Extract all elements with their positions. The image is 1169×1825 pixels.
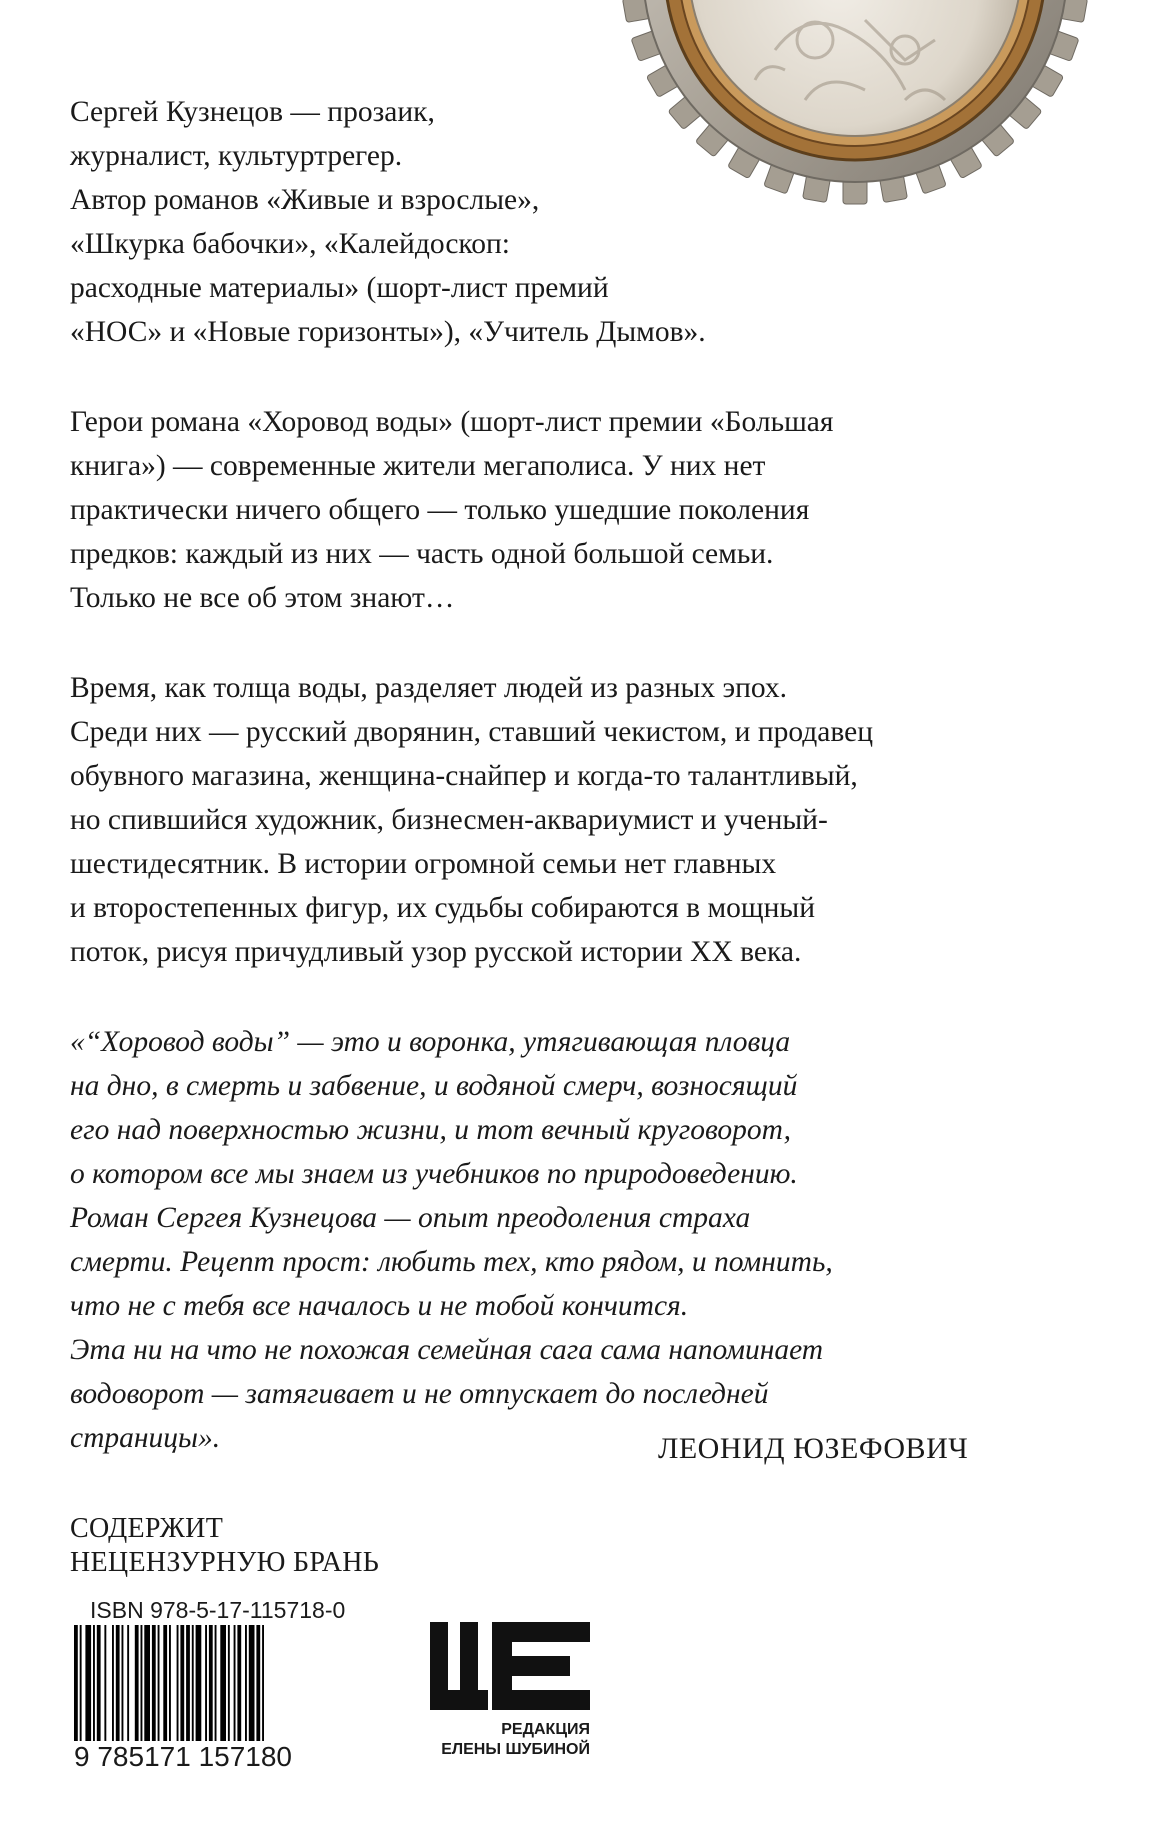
barcode-bar <box>249 1625 255 1743</box>
text-line: обувного магазина, женщина-снайпер и когда-то талантливый, <box>70 760 858 792</box>
review-quote <box>70 1020 1070 1460</box>
barcode-bar <box>104 1625 106 1743</box>
text-line: шестидесятник. В истории огромной семьи нет главных <box>70 848 777 880</box>
text-line: журналист, культуртрегер. <box>70 140 403 172</box>
barcode-bar <box>93 1625 95 1743</box>
barcode-bar <box>245 1625 247 1743</box>
text-line: предков: каждый из них — часть одной большой семьи. <box>70 538 774 570</box>
barcode-bar <box>205 1625 207 1743</box>
barcode-bar <box>180 1625 184 1743</box>
text-line: на дно, в смерть и забвение, и водяной смерч, возносящий <box>70 1070 798 1102</box>
text-line: «НОС» и «Новые горизонты»), «Учитель Дымов». <box>70 316 706 348</box>
barcode-digits-text: 9 785171 157180 <box>74 1741 292 1772</box>
about-author-paragraph <box>70 90 1070 354</box>
barcode-bar <box>209 1625 213 1743</box>
back-cover-text <box>70 90 1070 1470</box>
barcode-bar <box>256 1625 260 1743</box>
publisher-logo <box>430 1622 590 1712</box>
text-line: Эта ни на что не похожая семейная сага сама напоминает <box>70 1334 824 1366</box>
text-line: Время, как толща воды, разделяет людей из разных эпох. <box>70 672 788 704</box>
barcode-bar <box>158 1625 160 1743</box>
content-warning <box>70 1512 379 1580</box>
text-line: о котором все мы знаем из учебников по природоведению. <box>70 1158 798 1190</box>
text-line: страницы». <box>70 1422 221 1454</box>
barcode-bar <box>144 1625 150 1743</box>
text-line: и второстепенных фигур, их судьбы собираются в мощный <box>70 892 816 924</box>
barcode-bar <box>163 1625 167 1743</box>
summary-paragraph <box>70 400 1070 620</box>
text-line: Роман Сергея Кузнецова — опыт преодоления страха <box>70 1202 751 1234</box>
description-paragraph <box>70 666 1070 974</box>
publisher-name <box>430 1720 590 1760</box>
barcode-bar <box>215 1625 217 1743</box>
text-line: водоворот — затягивает и не отпускает до последней <box>70 1378 769 1410</box>
barcode-bar <box>220 1625 226 1743</box>
publisher-line: ЕЛЕНЫ ШУБИНОЙ <box>441 1741 590 1758</box>
text-line: Сергей Кузнецов — прозаик, <box>70 96 435 128</box>
barcode-bar <box>186 1625 190 1743</box>
barcode-bar <box>196 1625 202 1743</box>
text-line: «Шкурка бабочки», «Калейдоскоп: <box>70 228 510 260</box>
text-line: что не с тебя все началось и не тобой кончится. <box>70 1290 689 1322</box>
barcode-bar <box>141 1625 143 1743</box>
isbn-label: ISBN 978-5-17-115718-0 <box>90 1597 346 1623</box>
text-line: Только не все об этом знают… <box>70 582 455 614</box>
text-line: практически ничего общего — только ушедшие поколения <box>70 494 810 526</box>
barcode-bar <box>135 1625 139 1743</box>
barcode-bar <box>97 1625 101 1743</box>
text-line: «“Хоровод воды” — это и воронка, утягивающая пловца <box>70 1026 791 1058</box>
text-line: смерти. Рецепт прост: любить тех, кто рядом, и помнить, <box>70 1246 833 1278</box>
text-line: Автор романов «Живые и взрослые», <box>70 184 540 216</box>
barcode-bar <box>127 1625 129 1743</box>
text-line: Герои романа «Хоровод воды» (шорт-лист премии «Большая <box>70 406 834 438</box>
barcode-bar <box>122 1625 124 1743</box>
barcode-bar <box>237 1625 241 1743</box>
barcode-bar <box>112 1625 114 1743</box>
barcode-bar <box>85 1625 91 1743</box>
quote-author: ЛЕОНИД ЮЗЕФОВИЧ <box>658 1432 969 1465</box>
barcode-digits <box>72 1741 294 1773</box>
barcode-bar <box>192 1625 194 1743</box>
text-line: книга») — современные жители мегаполиса. У них нет <box>70 450 766 482</box>
text-line: Среди них — русский дворянин, ставший чекистом, и продавец <box>70 716 873 748</box>
text-line: расходные материалы» (шорт-лист премий <box>70 272 609 304</box>
warning-line: СОДЕРЖИТ <box>70 1513 224 1544</box>
text-line: поток, рисуя причудливый узор русской истории XX века. <box>70 936 802 968</box>
publisher-line: РЕДАКЦИЯ <box>501 1721 590 1738</box>
barcode-bar <box>152 1625 156 1743</box>
text-line: но спившийся художник, бизнесмен-аквариумист и ученый- <box>70 804 828 836</box>
text-line: его над поверхностью жизни, и тот вечный круговорот, <box>70 1114 792 1146</box>
warning-line: НЕЦЕНЗУРНУЮ БРАНЬ <box>70 1547 380 1578</box>
barcode-bar <box>228 1625 230 1743</box>
barcode-bar <box>116 1625 120 1743</box>
barcode-bar <box>234 1625 236 1743</box>
